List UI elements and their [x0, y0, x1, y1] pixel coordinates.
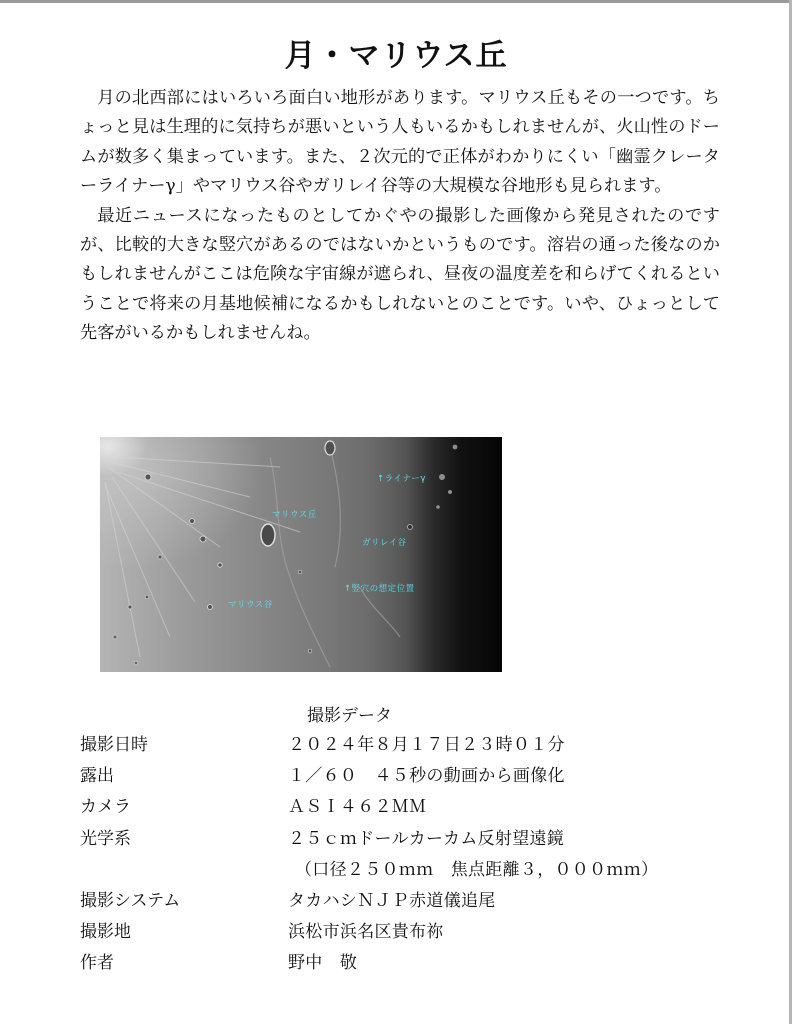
label-pit-location: ↑竪穴の想定位置 [344, 584, 415, 594]
page-edge-top [0, 0, 792, 3]
data-value: （口径２５０ｍｍ 焦点距離３，０００ｍｍ） [295, 859, 659, 880]
data-row-system [80, 886, 720, 917]
label-marius-hills: マリウス丘 [272, 510, 317, 520]
moon-surface-features [100, 437, 502, 672]
shooting-data-table [80, 730, 720, 980]
data-value: タカハシＮＪＰ赤道儀追尾 [288, 890, 496, 911]
terminator-peaks [436, 445, 457, 509]
label-rainer-gamma: ↑ライナーγ [377, 474, 426, 484]
craters [113, 441, 413, 665]
page-title: 月・マリウス丘 [284, 38, 508, 74]
data-label: 作者 [80, 953, 114, 974]
data-value: 野中 敬 [288, 953, 358, 974]
paragraph-2: 最近ニュースになったものとしてかぐやの撮影した画像から発見されたのですが、比較的大きな竪穴があるのではないかというものです。溶岩の通った後なのかもしれませんがここは危険な宇宙線が遮られ、昼夜の温度差を和らげてくれるということで将来の月基地候補になるかもしれないとのことです。いや、ひょっとして先客がいるかもしれませんね。 [80, 205, 720, 344]
data-row-author [80, 948, 720, 979]
data-value: ２０２４年８月１７日２３時０１分 [288, 735, 565, 755]
data-label: 撮影システム [80, 890, 181, 911]
data-row-datetime [80, 730, 720, 761]
data-label: 光学系 [80, 828, 131, 849]
data-value: １／６０ ４５秒の動画から画像化 [288, 766, 565, 787]
article-body [80, 84, 720, 349]
data-row-optics-detail [80, 855, 720, 886]
data-row-exposure [80, 761, 720, 792]
shooting-data-heading: 撮影データ [307, 706, 392, 726]
data-row-optics [80, 824, 720, 855]
data-row-camera [80, 792, 720, 823]
data-row-location [80, 917, 720, 948]
data-label: 撮影日時 [80, 735, 148, 755]
data-value: ２５ｃｍドールカーカム反射望遠鏡 [288, 828, 565, 849]
paragraph-1: 月の北西部にはいろいろ面白い地形があります。マリウス丘もその一つです。ちょっと見は生理的に気持ちが悪いという人もいるかもしれませんが、火山性のドームが数多く集まっています。また、２次元的で正体がわかりにくい「幽霊クレーターライナーγ」やマリウス谷やガリレイ谷等の大規模な谷地形も見られます。 [80, 88, 720, 197]
data-label: 露出 [80, 766, 114, 787]
data-label: カメラ [80, 797, 131, 818]
label-marius-valley: マリウス谷 [228, 600, 273, 610]
data-label: 撮影地 [80, 922, 131, 943]
data-value: 浜松市浜名区貴布祢 [288, 922, 444, 943]
label-galilei-valley: ガリレイ谷 [362, 538, 407, 548]
moon-photo [100, 437, 502, 672]
data-value: ＡＳＩ４６２ＭＭ [288, 797, 427, 818]
ray-streaks [105, 457, 300, 657]
